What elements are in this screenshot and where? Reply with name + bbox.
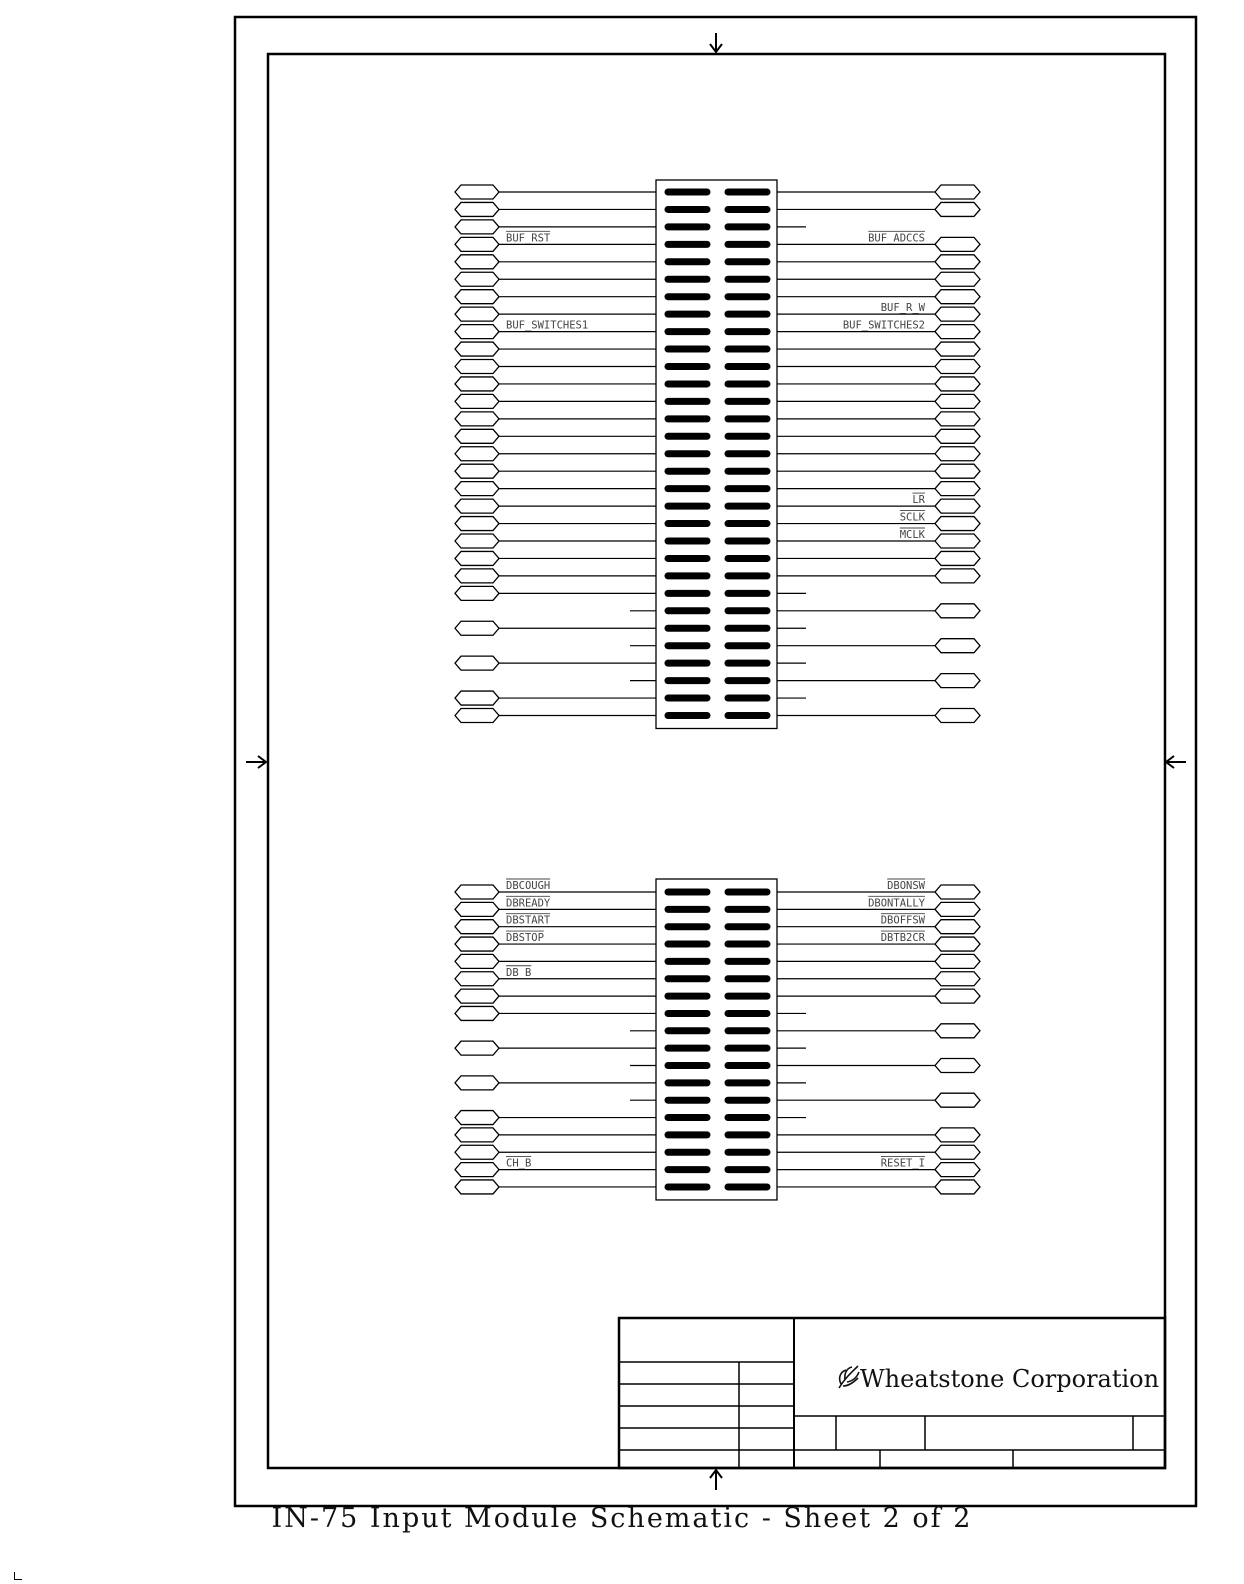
port-right xyxy=(935,674,980,688)
port-right xyxy=(935,325,980,339)
port-right xyxy=(935,499,980,513)
port-right xyxy=(935,1059,980,1073)
net-label: DBONTALLY xyxy=(868,897,925,910)
port-right xyxy=(935,1180,980,1194)
port-right xyxy=(935,307,980,321)
port-left xyxy=(455,569,499,583)
port-right xyxy=(935,989,980,1003)
net-label: DBSTART xyxy=(506,914,551,927)
port-left xyxy=(455,954,499,968)
port-right xyxy=(935,937,980,951)
port-left xyxy=(455,1145,499,1159)
port-right xyxy=(935,1024,980,1038)
net-label: RESET_I xyxy=(880,1157,925,1170)
port-right xyxy=(935,920,980,934)
net-label: SCLK xyxy=(899,511,925,524)
port-right xyxy=(935,360,980,374)
port-right xyxy=(935,412,980,426)
port-right xyxy=(935,185,980,199)
left-zone-arrow xyxy=(246,756,266,768)
port-left xyxy=(455,307,499,321)
port-right xyxy=(935,202,980,216)
port-right xyxy=(935,604,980,618)
net-label: CH_B xyxy=(506,1157,532,1170)
port-left xyxy=(455,656,499,670)
net-label: DBONSW xyxy=(887,880,925,892)
right-zone-arrow xyxy=(1166,756,1186,768)
port-left xyxy=(455,1111,499,1125)
port-right xyxy=(935,482,980,496)
port-left xyxy=(455,989,499,1003)
lower-connector xyxy=(455,879,980,1200)
port-left xyxy=(455,290,499,304)
port-left xyxy=(455,1180,499,1194)
port-left xyxy=(455,534,499,548)
port-left xyxy=(455,1076,499,1090)
port-left xyxy=(455,972,499,986)
net-label: DBCOUGH xyxy=(506,880,551,892)
net-label: MCLK xyxy=(899,529,925,541)
port-left xyxy=(455,482,499,496)
inner-border xyxy=(268,54,1165,1468)
port-right xyxy=(935,639,980,653)
port-right xyxy=(935,1128,980,1142)
port-right xyxy=(935,1145,980,1159)
port-left xyxy=(455,429,499,443)
port-left xyxy=(455,220,499,234)
port-left xyxy=(455,1006,499,1020)
wheat-logo-icon xyxy=(839,1366,859,1388)
net-label: DBTB2CR xyxy=(880,932,925,945)
port-right xyxy=(935,972,980,986)
port-left xyxy=(455,412,499,426)
port-right xyxy=(935,464,980,478)
port-right xyxy=(935,954,980,968)
port-left xyxy=(455,517,499,531)
port-left xyxy=(455,394,499,408)
company-name: Wheatstone Corporation xyxy=(860,1365,1160,1393)
port-right xyxy=(935,272,980,286)
port-left xyxy=(455,272,499,286)
port-right xyxy=(935,429,980,443)
port-left xyxy=(455,937,499,951)
port-right xyxy=(935,534,980,548)
port-left xyxy=(455,202,499,216)
top-zone-arrow xyxy=(710,33,722,52)
port-right xyxy=(935,709,980,723)
port-right xyxy=(935,377,980,391)
port-left xyxy=(455,325,499,339)
net-label: BUF_RST xyxy=(506,232,551,245)
port-right xyxy=(935,902,980,916)
sheet-caption: IN-75 Input Module Schematic - Sheet 2 of 2 xyxy=(271,1503,973,1534)
port-left xyxy=(455,1128,499,1142)
port-right xyxy=(935,342,980,356)
port-left xyxy=(455,342,499,356)
net-label: DBOFFSW xyxy=(880,914,925,927)
port-right xyxy=(935,569,980,583)
port-left xyxy=(455,464,499,478)
port-left xyxy=(455,1163,499,1177)
port-left xyxy=(455,621,499,635)
net-label: BUF_SWITCHES1 xyxy=(506,319,589,332)
port-right xyxy=(935,551,980,565)
port-left xyxy=(455,920,499,934)
net-label: DBSTOP xyxy=(506,932,544,945)
port-right xyxy=(935,255,980,269)
port-left xyxy=(455,237,499,251)
port-right xyxy=(935,1093,980,1107)
port-left xyxy=(455,709,499,723)
port-right xyxy=(935,885,980,899)
port-left xyxy=(455,499,499,513)
port-left xyxy=(455,691,499,705)
port-right xyxy=(935,290,980,304)
port-right xyxy=(935,1163,980,1177)
port-right xyxy=(935,394,980,408)
port-left xyxy=(455,885,499,899)
upper-connector xyxy=(455,180,980,729)
net-label: BUF_SWITCHES2 xyxy=(842,319,925,332)
net-label: BUF_ADCCS xyxy=(868,232,925,245)
bottom-zone-arrow xyxy=(710,1470,722,1490)
port-left xyxy=(455,255,499,269)
port-right xyxy=(935,517,980,531)
port-left xyxy=(455,902,499,916)
port-right xyxy=(935,237,980,251)
outer-border xyxy=(235,17,1196,1506)
net-label: DBREADY xyxy=(506,897,551,910)
port-left xyxy=(455,185,499,199)
port-left xyxy=(455,586,499,600)
port-left xyxy=(455,377,499,391)
port-left xyxy=(455,360,499,374)
corner-mark xyxy=(14,1572,22,1580)
title-block xyxy=(619,1318,1165,1468)
port-left xyxy=(455,551,499,565)
port-left xyxy=(455,447,499,461)
net-label: LR xyxy=(912,494,925,507)
port-right xyxy=(935,447,980,461)
net-label: DB_B xyxy=(506,966,532,979)
port-left xyxy=(455,1041,499,1055)
net-label: BUF_R_W xyxy=(880,302,925,315)
